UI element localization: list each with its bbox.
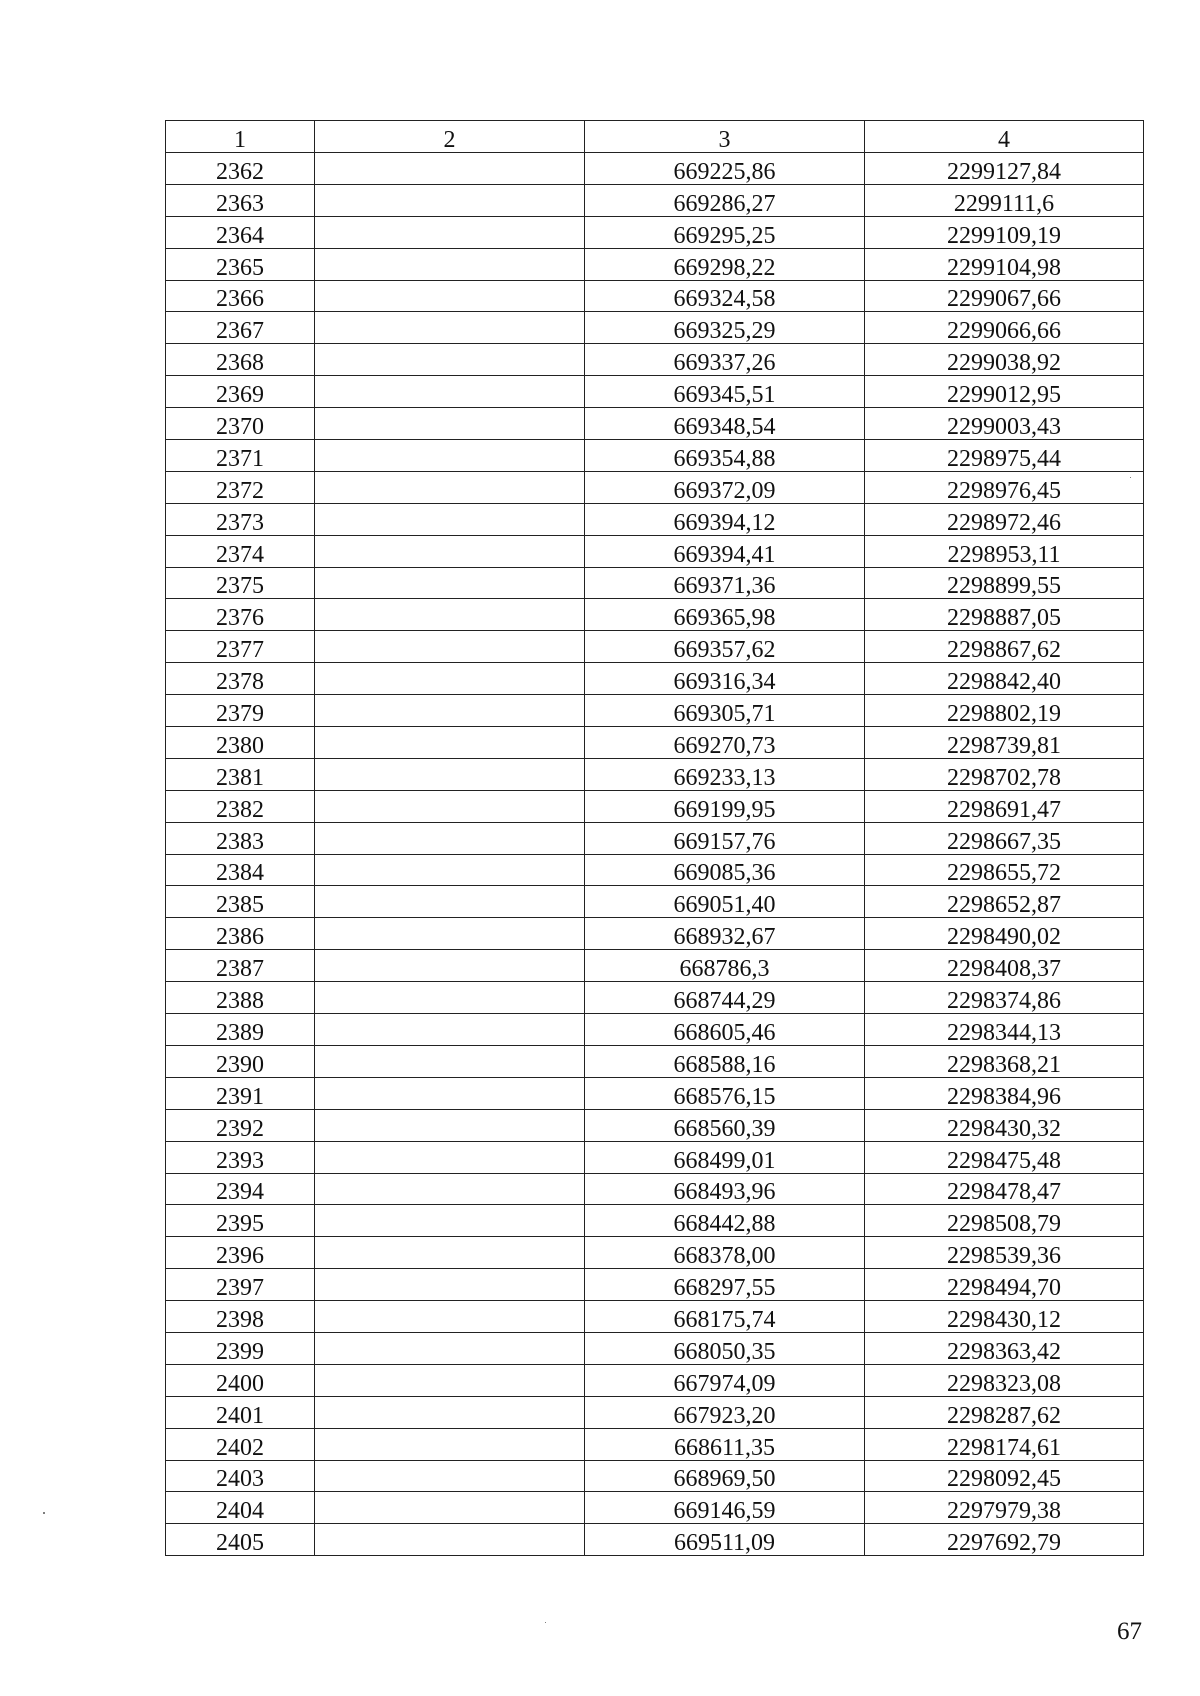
x-coordinate-cell: 668297,55	[585, 1269, 865, 1301]
description-cell	[315, 1237, 585, 1269]
x-coordinate-cell: 669316,34	[585, 663, 865, 695]
table-row	[166, 153, 1144, 185]
table-row	[166, 950, 1144, 982]
y-coordinate-cell: 2298430,32	[865, 1109, 1144, 1141]
point-number-cell: 2394	[166, 1173, 315, 1205]
description-cell	[315, 1364, 585, 1396]
x-coordinate-cell: 669357,62	[585, 631, 865, 663]
description-cell	[315, 503, 585, 535]
x-coordinate-cell: 669337,26	[585, 344, 865, 376]
x-coordinate-cell: 669085,36	[585, 854, 865, 886]
point-number-cell: 2367	[166, 312, 315, 344]
description-cell	[315, 440, 585, 472]
description-cell	[315, 248, 585, 280]
description-cell	[315, 918, 585, 950]
point-number-cell: 2396	[166, 1237, 315, 1269]
table-row	[166, 1301, 1144, 1333]
table-row	[166, 503, 1144, 535]
y-coordinate-cell: 2299109,19	[865, 216, 1144, 248]
x-coordinate-cell: 669348,54	[585, 408, 865, 440]
table-row	[166, 854, 1144, 886]
x-coordinate-cell: 668969,50	[585, 1460, 865, 1492]
y-coordinate-cell: 2299003,43	[865, 408, 1144, 440]
description-cell	[315, 376, 585, 408]
x-coordinate-cell: 669394,41	[585, 535, 865, 567]
point-number-cell: 2389	[166, 1014, 315, 1046]
table-row	[166, 1269, 1144, 1301]
x-coordinate-cell: 668611,35	[585, 1428, 865, 1460]
x-coordinate-cell: 668605,46	[585, 1014, 865, 1046]
point-number-cell: 2377	[166, 631, 315, 663]
table-row	[166, 408, 1144, 440]
description-cell	[315, 1205, 585, 1237]
y-coordinate-cell: 2298384,96	[865, 1077, 1144, 1109]
table-row	[166, 1396, 1144, 1428]
table-header	[166, 121, 1144, 153]
y-coordinate-cell: 2298287,62	[865, 1396, 1144, 1428]
y-coordinate-cell: 2298739,81	[865, 727, 1144, 759]
description-cell	[315, 1269, 585, 1301]
table-row	[166, 1077, 1144, 1109]
table-row	[166, 567, 1144, 599]
x-coordinate-cell: 669146,59	[585, 1492, 865, 1524]
table-row	[166, 1237, 1144, 1269]
point-number-cell: 2363	[166, 184, 315, 216]
y-coordinate-cell: 2298475,48	[865, 1141, 1144, 1173]
description-cell	[315, 631, 585, 663]
description-cell	[315, 1428, 585, 1460]
header-col-3: 3	[585, 121, 865, 153]
description-cell	[315, 153, 585, 185]
x-coordinate-cell: 669295,25	[585, 216, 865, 248]
table-row	[166, 1460, 1144, 1492]
table-row	[166, 344, 1144, 376]
y-coordinate-cell: 2298655,72	[865, 854, 1144, 886]
description-cell	[315, 1077, 585, 1109]
y-coordinate-cell: 2299104,98	[865, 248, 1144, 280]
y-coordinate-cell: 2298374,86	[865, 982, 1144, 1014]
description-cell	[315, 695, 585, 727]
point-number-cell: 2391	[166, 1077, 315, 1109]
y-coordinate-cell: 2299127,84	[865, 153, 1144, 185]
coordinates-table	[165, 120, 1144, 1556]
y-coordinate-cell: 2298490,02	[865, 918, 1144, 950]
x-coordinate-cell: 668378,00	[585, 1237, 865, 1269]
table-row	[166, 216, 1144, 248]
y-coordinate-cell: 2298408,37	[865, 950, 1144, 982]
description-cell	[315, 982, 585, 1014]
point-number-cell: 2368	[166, 344, 315, 376]
point-number-cell: 2395	[166, 1205, 315, 1237]
description-cell	[315, 1332, 585, 1364]
y-coordinate-cell: 2299038,92	[865, 344, 1144, 376]
description-cell	[315, 535, 585, 567]
x-coordinate-cell: 669354,88	[585, 440, 865, 472]
point-number-cell: 2369	[166, 376, 315, 408]
point-number-cell: 2384	[166, 854, 315, 886]
scan-speck	[545, 1622, 546, 1623]
x-coordinate-cell: 668175,74	[585, 1301, 865, 1333]
table-row	[166, 440, 1144, 472]
description-cell	[315, 280, 585, 312]
description-cell	[315, 822, 585, 854]
y-coordinate-cell: 2298972,46	[865, 503, 1144, 535]
point-number-cell: 2364	[166, 216, 315, 248]
description-cell	[315, 727, 585, 759]
table-row	[166, 758, 1144, 790]
x-coordinate-cell: 667974,09	[585, 1364, 865, 1396]
point-number-cell: 2383	[166, 822, 315, 854]
description-cell	[315, 567, 585, 599]
x-coordinate-cell: 669225,86	[585, 153, 865, 185]
description-cell	[315, 1014, 585, 1046]
page-number: 67	[1117, 1618, 1142, 1645]
x-coordinate-cell: 669325,29	[585, 312, 865, 344]
description-cell	[315, 312, 585, 344]
point-number-cell: 2362	[166, 153, 315, 185]
x-coordinate-cell: 668560,39	[585, 1109, 865, 1141]
table-row	[166, 1173, 1144, 1205]
point-number-cell: 2365	[166, 248, 315, 280]
x-coordinate-cell: 668493,96	[585, 1173, 865, 1205]
point-number-cell: 2376	[166, 599, 315, 631]
point-number-cell: 2382	[166, 790, 315, 822]
scan-speck	[43, 1512, 45, 1514]
y-coordinate-cell: 2298323,08	[865, 1364, 1144, 1396]
table-row	[166, 1332, 1144, 1364]
y-coordinate-cell: 2298976,45	[865, 471, 1144, 503]
x-coordinate-cell: 669371,36	[585, 567, 865, 599]
x-coordinate-cell: 669394,12	[585, 503, 865, 535]
point-number-cell: 2385	[166, 886, 315, 918]
x-coordinate-cell: 668932,67	[585, 918, 865, 950]
description-cell	[315, 1460, 585, 1492]
table-row	[166, 1045, 1144, 1077]
description-cell	[315, 1492, 585, 1524]
point-number-cell: 2381	[166, 758, 315, 790]
description-cell	[315, 950, 585, 982]
description-cell	[315, 758, 585, 790]
y-coordinate-cell: 2298842,40	[865, 663, 1144, 695]
point-number-cell: 2402	[166, 1428, 315, 1460]
point-number-cell: 2404	[166, 1492, 315, 1524]
y-coordinate-cell: 2298953,11	[865, 535, 1144, 567]
description-cell	[315, 790, 585, 822]
table-row	[166, 1014, 1144, 1046]
point-number-cell: 2370	[166, 408, 315, 440]
table-row	[166, 822, 1144, 854]
table-row	[166, 790, 1144, 822]
point-number-cell: 2390	[166, 1045, 315, 1077]
table-row	[166, 727, 1144, 759]
x-coordinate-cell: 668050,35	[585, 1332, 865, 1364]
description-cell	[315, 471, 585, 503]
description-cell	[315, 1173, 585, 1205]
y-coordinate-cell: 2298667,35	[865, 822, 1144, 854]
x-coordinate-cell: 669286,27	[585, 184, 865, 216]
point-number-cell: 2403	[166, 1460, 315, 1492]
point-number-cell: 2372	[166, 471, 315, 503]
y-coordinate-cell: 2298430,12	[865, 1301, 1144, 1333]
table-row	[166, 535, 1144, 567]
x-coordinate-cell: 669511,09	[585, 1524, 865, 1556]
y-coordinate-cell: 2298899,55	[865, 567, 1144, 599]
x-coordinate-cell: 669365,98	[585, 599, 865, 631]
y-coordinate-cell: 2298652,87	[865, 886, 1144, 918]
x-coordinate-cell: 669157,76	[585, 822, 865, 854]
y-coordinate-cell: 2298702,78	[865, 758, 1144, 790]
x-coordinate-cell: 669051,40	[585, 886, 865, 918]
table-row	[166, 695, 1144, 727]
y-coordinate-cell: 2298174,61	[865, 1428, 1144, 1460]
description-cell	[315, 344, 585, 376]
x-coordinate-cell: 669345,51	[585, 376, 865, 408]
x-coordinate-cell: 669305,71	[585, 695, 865, 727]
point-number-cell: 2392	[166, 1109, 315, 1141]
point-number-cell: 2388	[166, 982, 315, 1014]
y-coordinate-cell: 2298539,36	[865, 1237, 1144, 1269]
y-coordinate-cell: 2298975,44	[865, 440, 1144, 472]
point-number-cell: 2373	[166, 503, 315, 535]
table-row	[166, 1205, 1144, 1237]
point-number-cell: 2379	[166, 695, 315, 727]
x-coordinate-cell: 669298,22	[585, 248, 865, 280]
x-coordinate-cell: 668499,01	[585, 1141, 865, 1173]
y-coordinate-cell: 2299012,95	[865, 376, 1144, 408]
description-cell	[315, 1301, 585, 1333]
point-number-cell: 2366	[166, 280, 315, 312]
y-coordinate-cell: 2299111,6	[865, 184, 1144, 216]
y-coordinate-cell: 2298363,42	[865, 1332, 1144, 1364]
table-row	[166, 184, 1144, 216]
y-coordinate-cell: 2298494,70	[865, 1269, 1144, 1301]
x-coordinate-cell: 668786,3	[585, 950, 865, 982]
table-body	[166, 153, 1144, 1556]
y-coordinate-cell: 2298867,62	[865, 631, 1144, 663]
y-coordinate-cell: 2299067,66	[865, 280, 1144, 312]
point-number-cell: 2387	[166, 950, 315, 982]
y-coordinate-cell: 2298691,47	[865, 790, 1144, 822]
description-cell	[315, 184, 585, 216]
description-cell	[315, 1045, 585, 1077]
description-cell	[315, 1524, 585, 1556]
y-coordinate-cell: 2297979,38	[865, 1492, 1144, 1524]
point-number-cell: 2380	[166, 727, 315, 759]
y-coordinate-cell: 2298478,47	[865, 1173, 1144, 1205]
description-cell	[315, 663, 585, 695]
y-coordinate-cell: 2298802,19	[865, 695, 1144, 727]
header-row	[166, 121, 1144, 153]
description-cell	[315, 886, 585, 918]
table-row	[166, 631, 1144, 663]
table-row	[166, 1492, 1144, 1524]
x-coordinate-cell: 668576,15	[585, 1077, 865, 1109]
x-coordinate-cell: 668744,29	[585, 982, 865, 1014]
table-row	[166, 1428, 1144, 1460]
table-row	[166, 663, 1144, 695]
description-cell	[315, 854, 585, 886]
point-number-cell: 2378	[166, 663, 315, 695]
table-row	[166, 599, 1144, 631]
point-number-cell: 2393	[166, 1141, 315, 1173]
y-coordinate-cell: 2298344,13	[865, 1014, 1144, 1046]
table-row	[166, 312, 1144, 344]
table-row	[166, 982, 1144, 1014]
description-cell	[315, 1141, 585, 1173]
y-coordinate-cell: 2297692,79	[865, 1524, 1144, 1556]
y-coordinate-cell: 2298368,21	[865, 1045, 1144, 1077]
x-coordinate-cell: 669270,73	[585, 727, 865, 759]
y-coordinate-cell: 2298092,45	[865, 1460, 1144, 1492]
point-number-cell: 2399	[166, 1332, 315, 1364]
table-row	[166, 918, 1144, 950]
point-number-cell: 2398	[166, 1301, 315, 1333]
table-row	[166, 1524, 1144, 1556]
table-row	[166, 1364, 1144, 1396]
point-number-cell: 2386	[166, 918, 315, 950]
x-coordinate-cell: 668442,88	[585, 1205, 865, 1237]
header-col-2: 2	[315, 121, 585, 153]
y-coordinate-cell: 2298887,05	[865, 599, 1144, 631]
point-number-cell: 2375	[166, 567, 315, 599]
table-row	[166, 248, 1144, 280]
x-coordinate-cell: 669199,95	[585, 790, 865, 822]
header-col-4: 4	[865, 121, 1144, 153]
header-col-1: 1	[166, 121, 315, 153]
y-coordinate-cell: 2298508,79	[865, 1205, 1144, 1237]
table-row	[166, 376, 1144, 408]
x-coordinate-cell: 669324,58	[585, 280, 865, 312]
x-coordinate-cell: 669372,09	[585, 471, 865, 503]
scan-speck	[1130, 477, 1131, 478]
description-cell	[315, 1109, 585, 1141]
table-row	[166, 471, 1144, 503]
description-cell	[315, 408, 585, 440]
x-coordinate-cell: 667923,20	[585, 1396, 865, 1428]
point-number-cell: 2405	[166, 1524, 315, 1556]
point-number-cell: 2401	[166, 1396, 315, 1428]
table-row	[166, 280, 1144, 312]
y-coordinate-cell: 2299066,66	[865, 312, 1144, 344]
point-number-cell: 2397	[166, 1269, 315, 1301]
description-cell	[315, 599, 585, 631]
x-coordinate-cell: 669233,13	[585, 758, 865, 790]
table-row	[166, 1109, 1144, 1141]
table-row	[166, 1141, 1144, 1173]
x-coordinate-cell: 668588,16	[585, 1045, 865, 1077]
point-number-cell: 2400	[166, 1364, 315, 1396]
point-number-cell: 2374	[166, 535, 315, 567]
point-number-cell: 2371	[166, 440, 315, 472]
table-row	[166, 886, 1144, 918]
description-cell	[315, 1396, 585, 1428]
description-cell	[315, 216, 585, 248]
